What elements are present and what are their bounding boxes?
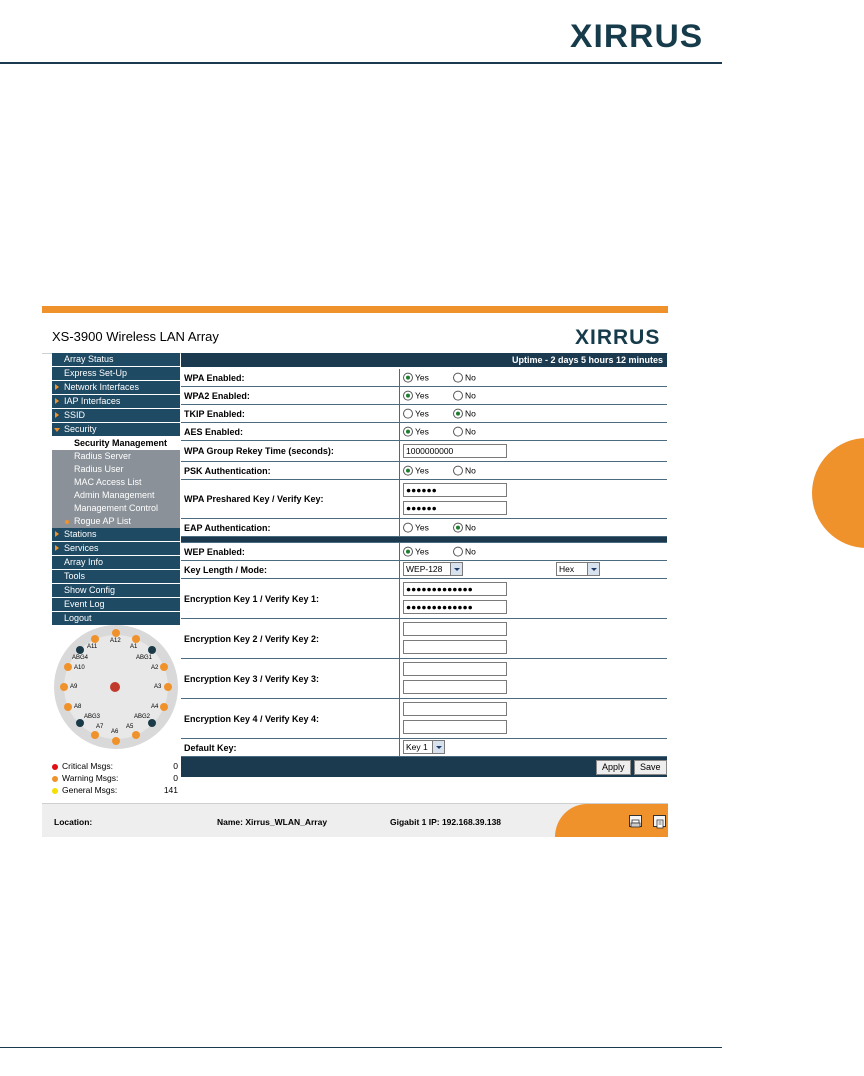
general-msgs-label: General Msgs: (62, 785, 118, 795)
radio-unselected-icon (403, 523, 413, 533)
footer-name: Name: Xirrus_WLAN_Array (217, 817, 328, 827)
row-key-length-mode (181, 561, 667, 579)
sidebar-subitem-radius-server[interactable]: Radius Server (52, 450, 180, 463)
radio-dot-abg1[interactable] (148, 646, 156, 654)
sidebar-item-event-log[interactable]: Event Log (52, 598, 180, 611)
value-column (399, 369, 400, 386)
row-psk-auth (181, 462, 667, 480)
general-msgs-row[interactable] (52, 785, 178, 797)
eap-auth-yes-radio[interactable] (403, 522, 429, 533)
value-column (399, 561, 400, 578)
radio-label-abg4: ABG4 (72, 655, 89, 661)
enc-key1-verify-input[interactable]: ●●●●●●●●●●●●● (403, 600, 507, 614)
radio-label-a12: A12 (110, 638, 121, 644)
sidebar-item-iap-interfaces[interactable]: IAP Interfaces (52, 395, 180, 408)
radio-dot-a10[interactable] (64, 663, 72, 671)
tkip-enabled-yes-radio[interactable] (403, 408, 429, 419)
radio-unselected-icon (453, 466, 463, 476)
tkip-enabled-no-radio[interactable] (453, 408, 476, 419)
value-column (399, 543, 400, 560)
radio-dot-abg3[interactable] (76, 719, 84, 727)
sidebar-item-show-config[interactable]: Show Config (52, 584, 180, 597)
radio-unselected-icon (403, 409, 413, 419)
radio-no-text: No (465, 390, 476, 401)
radio-yes-text: Yes (415, 408, 429, 419)
key-mode-select[interactable] (556, 562, 600, 576)
sidebar-item-express-setup[interactable]: Express Set-Up (52, 367, 180, 380)
radio-selected-icon (403, 547, 413, 557)
radio-dot-a9[interactable] (60, 683, 68, 691)
radio-label-a3: A3 (154, 684, 162, 690)
top-accent-bar (42, 306, 668, 313)
sidebar-subitem-management-control[interactable]: Management Control (52, 502, 180, 515)
sidebar-item-array-info[interactable]: Array Info (52, 556, 180, 569)
sidebar-item-services[interactable]: Services (52, 542, 180, 555)
status-footer (42, 803, 668, 837)
wpa-preshared-label: WPA Preshared Key / Verify Key: (184, 494, 324, 504)
radio-label-a1: A1 (130, 644, 138, 650)
uptime-bar: Uptime - 2 days 5 hours 12 minutes (181, 353, 667, 367)
radio-dot-a3[interactable] (164, 683, 172, 691)
wpa-enabled-yes-radio[interactable] (403, 372, 429, 383)
sidebar-item-ssid[interactable]: SSID (52, 409, 180, 422)
enc-key4-verify-input[interactable] (403, 720, 507, 734)
aes-enabled-no-radio[interactable] (453, 426, 476, 437)
enc-key1-label: Encryption Key 1 / Verify Key 1: (184, 593, 320, 604)
chevron-down-icon (432, 741, 444, 753)
array-center-indicator (110, 682, 120, 692)
value-column (399, 659, 400, 698)
radio-label-a4: A4 (151, 704, 159, 710)
aes-enabled-label: AES Enabled: (184, 426, 244, 437)
enc-key1-input[interactable]: ●●●●●●●●●●●●● (403, 582, 507, 596)
app-logo: XIRRUS (575, 326, 661, 349)
header-rule (0, 62, 722, 64)
wpa-rekey-label: WPA Group Rekey Time (seconds): (184, 446, 334, 456)
wpa-rekey-input[interactable]: 1000000000 (403, 444, 507, 458)
wpa2-enabled-no-radio[interactable] (453, 390, 476, 401)
enc-key3-label: Encryption Key 3 / Verify Key 3: (184, 673, 320, 684)
row-encryption-key-2 (181, 619, 667, 659)
row-wpa-enabled (181, 369, 667, 387)
radio-no-text: No (465, 522, 476, 533)
warning-msgs-row[interactable] (52, 773, 178, 785)
default-key-label: Default Key: (184, 742, 237, 753)
radio-dot-a8[interactable] (64, 703, 72, 711)
value-column (399, 480, 400, 518)
row-wpa2-enabled (181, 387, 667, 405)
wpa2-enabled-yes-radio[interactable] (403, 390, 429, 401)
sidebar-item-array-status[interactable]: Array Status (52, 353, 180, 366)
app-header (42, 313, 668, 354)
sidebar-subitem-mac-access-list[interactable]: MAC Access List (52, 476, 180, 489)
doc-logo: XIRRUS (570, 18, 704, 54)
key-mode-value: Hex (559, 564, 575, 574)
sidebar-subitem-admin-management[interactable]: Admin Management (52, 489, 180, 502)
eap-auth-no-radio[interactable] (453, 522, 476, 533)
radio-label-a6: A6 (111, 729, 119, 735)
value-column (399, 699, 400, 738)
radio-dot-a4[interactable] (160, 703, 168, 711)
wpa2-enabled-label: WPA2 Enabled: (184, 390, 250, 401)
psk-auth-label: PSK Authentication: (184, 465, 271, 476)
row-encryption-key-3 (181, 659, 667, 699)
enc-key2-label: Encryption Key 2 / Verify Key 2: (184, 633, 320, 644)
radio-label-a11: A11 (87, 644, 98, 650)
enc-key2-input[interactable] (403, 622, 507, 636)
value-column (399, 405, 400, 422)
wpa-enabled-no-radio[interactable] (453, 372, 476, 383)
radio-no-text: No (465, 546, 476, 557)
preshared-key-input[interactable]: ●●●●●● (403, 483, 507, 497)
row-tkip-enabled (181, 405, 667, 423)
row-eap-auth (181, 519, 667, 537)
radio-no-text: No (465, 372, 476, 383)
radio-yes-text: Yes (415, 522, 429, 533)
radio-yes-text: Yes (415, 372, 429, 383)
radio-unselected-icon (453, 391, 463, 401)
wep-enabled-label: WEP Enabled: (184, 546, 245, 557)
security-management-panel (181, 353, 667, 777)
value-column (399, 423, 400, 440)
default-key-select[interactable] (403, 740, 445, 754)
value-column (399, 619, 400, 658)
sidebar-subitem-security-management[interactable]: Security Management (52, 437, 180, 450)
value-column (399, 462, 400, 479)
psk-auth-yes-radio[interactable] (403, 465, 429, 476)
footer-gigabit-ip: Gigabit 1 IP: 192.168.39.138 (390, 817, 502, 827)
array-radio-diagram[interactable] (54, 625, 178, 749)
radio-dot-a5[interactable] (132, 731, 140, 739)
radio-label-a2: A2 (151, 665, 159, 671)
wep-enabled-yes-radio[interactable] (403, 546, 429, 557)
radio-dot-abg4[interactable] (76, 646, 84, 654)
footer-accent (555, 804, 668, 837)
radio-yes-text: Yes (415, 390, 429, 401)
radio-unselected-icon (453, 427, 463, 437)
row-aes-enabled (181, 423, 667, 441)
sidebar-item-network-interfaces[interactable]: Network Interfaces (52, 381, 180, 394)
footer-rule (0, 1047, 722, 1048)
warning-dot-icon (52, 776, 58, 782)
radio-no-text: No (465, 426, 476, 437)
wpa-enabled-label: WPA Enabled: (184, 372, 245, 383)
key-length-select[interactable] (403, 562, 463, 576)
value-column (399, 519, 400, 536)
radio-no-text: No (465, 408, 476, 419)
print-icon[interactable] (629, 815, 642, 827)
row-wpa-preshared (181, 480, 667, 519)
action-bar (181, 757, 667, 777)
radio-selected-icon (403, 427, 413, 437)
critical-msgs-label: Critical Msgs: (62, 761, 114, 771)
save-button[interactable]: Save (634, 760, 667, 775)
enc-key3-verify-input[interactable] (403, 680, 507, 694)
radio-unselected-icon (453, 547, 463, 557)
row-default-key (181, 739, 667, 757)
radio-selected-icon (403, 373, 413, 383)
value-column (399, 579, 400, 618)
apply-button[interactable]: Apply (596, 760, 631, 775)
psk-auth-no-radio[interactable] (453, 465, 476, 476)
message-counts (52, 761, 178, 797)
sidebar-item-stations[interactable]: Stations (52, 528, 180, 541)
key-length-label: Key Length / Mode: (184, 564, 267, 575)
row-encryption-key-1 (181, 579, 667, 619)
enc-key4-label: Encryption Key 4 / Verify Key 4: (184, 713, 320, 724)
eap-auth-label: EAP Authentication: (184, 522, 271, 533)
radio-dot-a11[interactable] (91, 635, 99, 643)
radio-dot-a1[interactable] (132, 635, 140, 643)
radio-dot-a12[interactable] (112, 629, 120, 637)
sidebar-subitem-rogue-ap-list[interactable]: Rogue AP List (52, 515, 180, 528)
enc-key3-input[interactable] (403, 662, 507, 676)
sidebar-item-security[interactable]: Security (52, 423, 180, 436)
radio-yes-text: Yes (415, 465, 429, 476)
radio-label-a10: A10 (74, 665, 85, 671)
radio-selected-icon (403, 391, 413, 401)
row-wep-enabled (181, 543, 667, 561)
enc-key2-verify-input[interactable] (403, 640, 507, 654)
value-column (399, 387, 400, 404)
enc-key4-input[interactable] (403, 702, 507, 716)
row-wpa-rekey (181, 441, 667, 462)
warning-msgs-value: 0 (173, 773, 178, 783)
radio-dot-abg2[interactable] (148, 719, 156, 727)
radio-no-text: No (465, 465, 476, 476)
radio-label-abg1: ABG1 (136, 655, 153, 661)
radio-selected-icon (453, 523, 463, 533)
radio-yes-text: Yes (415, 546, 429, 557)
aes-enabled-yes-radio[interactable] (403, 426, 429, 437)
default-key-value: Key 1 (406, 742, 428, 752)
radio-selected-icon (403, 466, 413, 476)
value-column (399, 441, 400, 461)
radio-dot-a2[interactable] (160, 663, 168, 671)
sidebar-item-logout[interactable]: Logout (52, 612, 180, 625)
radio-yes-text: Yes (415, 426, 429, 437)
critical-msgs-value: 0 (173, 761, 178, 771)
general-dot-icon (52, 788, 58, 794)
critical-msgs-row[interactable] (52, 761, 178, 773)
key-length-value: WEP-128 (406, 564, 443, 574)
radio-label-a9: A9 (70, 684, 78, 690)
help-icon[interactable] (653, 815, 666, 827)
app-title: XS-3900 Wireless LAN Array (52, 329, 219, 344)
wep-enabled-no-radio[interactable] (453, 546, 476, 557)
radio-label-abg2: ABG2 (134, 714, 151, 720)
radio-label-a8: A8 (74, 704, 82, 710)
row-encryption-key-4 (181, 699, 667, 739)
radio-selected-icon (453, 409, 463, 419)
sidebar (52, 353, 180, 626)
radio-dot-a6[interactable] (112, 737, 120, 745)
general-msgs-value: 141 (163, 785, 178, 795)
radio-label-a7: A7 (96, 724, 104, 730)
chevron-down-icon (587, 563, 599, 575)
critical-dot-icon (52, 764, 58, 770)
chevron-down-icon (450, 563, 462, 575)
section-tab-marker (812, 438, 864, 548)
tkip-enabled-label: TKIP Enabled: (184, 408, 245, 419)
footer-location: Location: (54, 817, 93, 827)
warning-msgs-label: Warning Msgs: (62, 773, 119, 783)
radio-dot-a7[interactable] (91, 731, 99, 739)
verify-key-input[interactable]: ●●●●●● (403, 501, 507, 515)
radio-unselected-icon (453, 373, 463, 383)
radio-label-abg3: ABG3 (84, 714, 101, 720)
sidebar-item-tools[interactable]: Tools (52, 570, 180, 583)
radio-label-a5: A5 (126, 724, 134, 730)
app-screenshot (42, 306, 668, 837)
value-column (399, 739, 400, 756)
sidebar-subitem-radius-user[interactable]: Radius User (52, 463, 180, 476)
